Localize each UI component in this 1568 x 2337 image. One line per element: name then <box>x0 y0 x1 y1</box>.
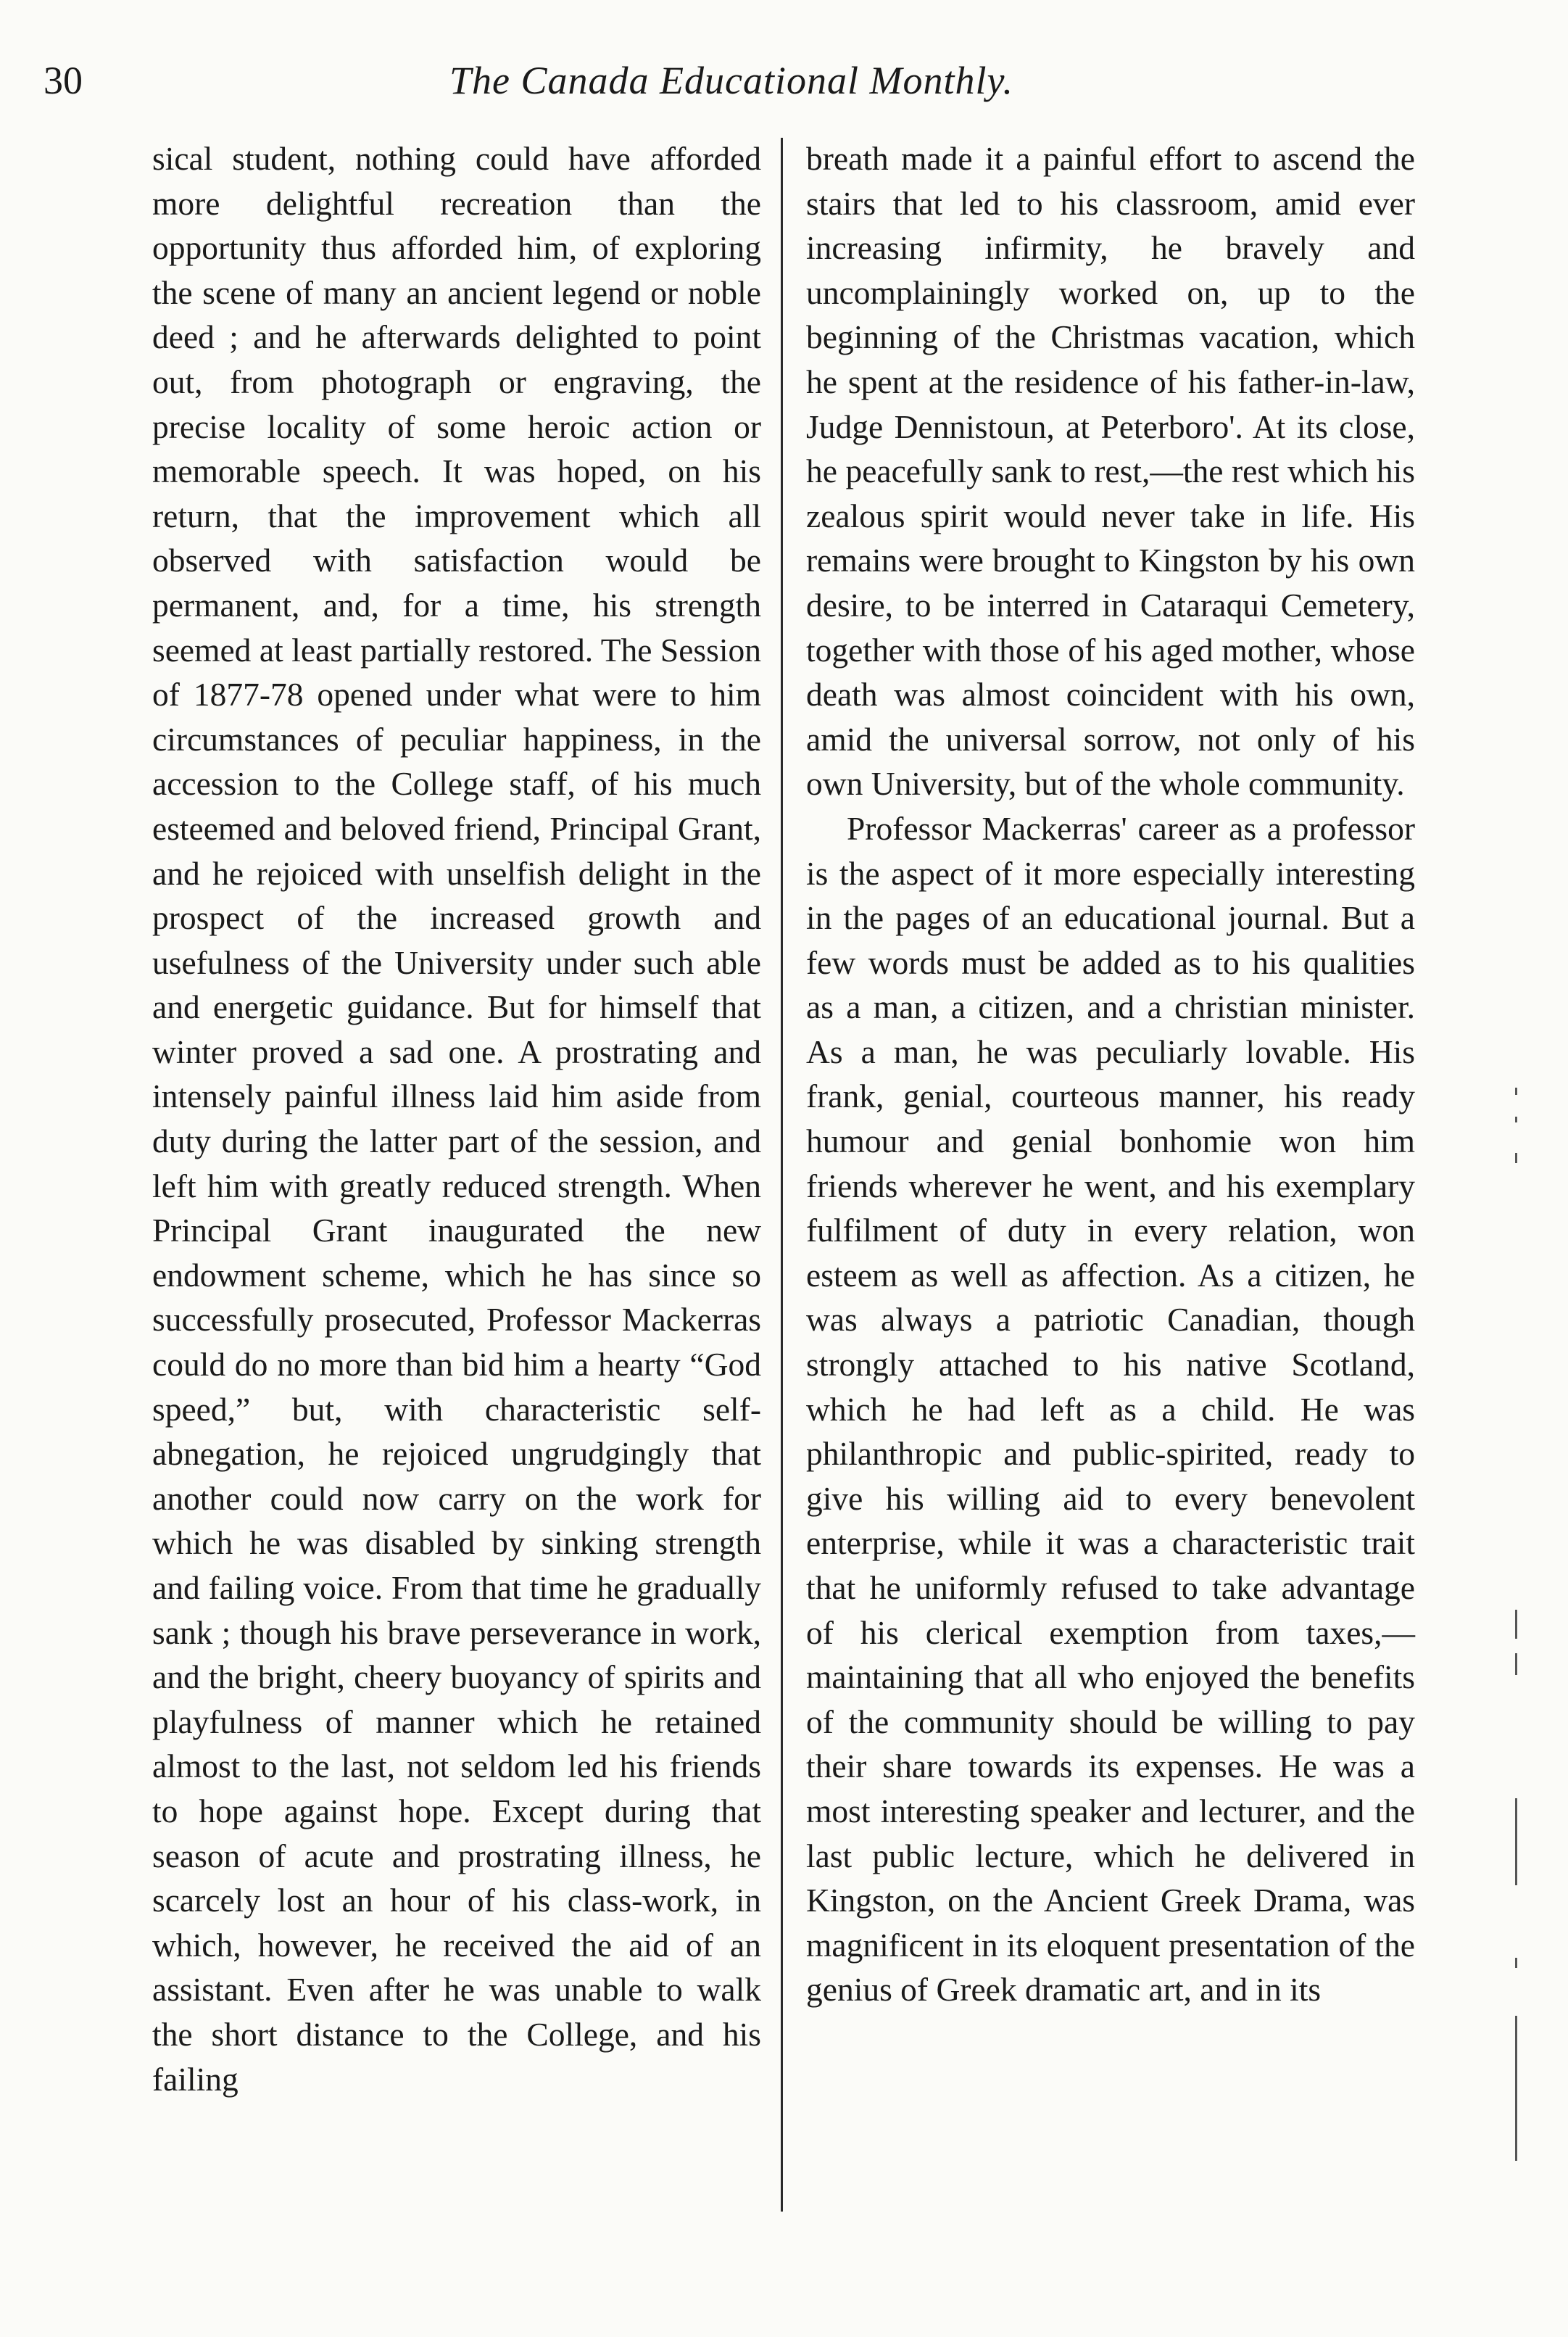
margin-mark <box>1515 1798 1517 1885</box>
running-title: The Canada Educational Monthly. <box>449 59 1013 102</box>
right-paragraph-1: breath made it a painful effort to ascend the stairs that led to his classroom, amid ever increasing infirmity, he bravely and uncomplainingly worked on, up to the beginning of the Christmas vacation, which he spent at the residence of his father-in-law, Judge Dennistoun, at Peterboro'. At its close, he peacefully sank to rest,—the rest which his zealous spirit would never take in life. His remains were brought to Kingston by his own desire, to be interred in Cataraqui Cemetery, together with those of his aged mother, whose death was almost coincident with his own, amid the universal sorrow, not only of his own University, but of the whole community. <box>806 140 1415 803</box>
margin-mark <box>1515 1117 1517 1122</box>
margin-mark <box>1515 2016 1517 2161</box>
margin-marks <box>1515 1088 1518 2175</box>
column-divider <box>781 138 783 2212</box>
margin-mark <box>1515 1088 1517 1095</box>
margin-mark <box>1515 1958 1517 1968</box>
margin-mark <box>1515 1610 1517 1639</box>
left-column <box>152 136 761 2101</box>
right-column <box>806 136 1415 2012</box>
margin-mark <box>1515 1653 1517 1675</box>
margin-mark <box>1515 1153 1517 1163</box>
right-paragraph-2: Professor Mackerras' career as a professor is the aspect of it more especially interesting in the pages of an educational journal. But a few words must be added as to his qualities as a man, a citizen, and a christian minister. As a man, he was peculiarly lovable. His frank, genial, courteous manner, his ready humour and genial bonhomie won him friends wherever he went, and his exemplary fulfilment of duty in every relation, won esteem as well as affection. As a citizen, he was always a patriotic Canadian, though strongly attached to his native Scotland, which he had left as a child. He was philanthropic and public-spirited, ready to give his willing aid to every benevolent enterprise, while it was a characteristic trait that he uniformly refused to take advantage of his clerical exemption from taxes,—maintaining that all who enjoyed the benefits of the community should be willing to pay their share towards its expenses. He was a most interesting speaker and lecturer, and the last public lecture, which he delivered in Kingston, on the Ancient Greek Drama, was magnificent in its eloquent presentation of the genius of Greek dramatic art, and in its <box>806 809 1415 2009</box>
page-number: 30 <box>43 59 83 102</box>
left-column-text: sical student, nothing could have afforded more delightful recreation than the opportunity thus afforded him, of exploring the scene of many an ancient legend or noble deed ; and he afterwards delighted to point out, from photograph or engraving, the precise locality of some heroic action or memorable speech. It was hoped, on his return, that the improvement which all observed with satisfaction would be permanent, and, for a time, his strength seemed at least partially restored. The Session of 1877-78 opened under what were to him circumstances of peculiar happiness, in the accession to the College staff, of his much esteemed and beloved friend, Principal Grant, and he rejoiced with unselfish delight in the prospect of the increased growth and usefulness of the University under such able and energetic guidance. But for himself that winter proved a sad one. A prostrating and intensely painful illness laid him aside from duty during the latter part of the session, and left him with greatly reduced strength. When Principal Grant inaugurated the new endowment scheme, which he has since so successfully prosecuted, Professor Mackerras could do no more than bid him a hearty “God speed,” but, with characteristic self-abnegation, he rejoiced ungrudgingly that another could now carry on the work for which he was disabled by sinking strength and failing voice. From that time he gradually sank ; though his brave perseverance in work, and the bright, cheery buoyancy of spirits and playfulness of manner which he retained almost to the last, not seldom led his friends to hope against hope. Except during that season of acute and prostrating illness, he scarcely lost an hour of his class-work, in which, however, he received the aid of an assistant. Even after he was unable to walk the short distance to the College, and his failing <box>152 140 761 2098</box>
